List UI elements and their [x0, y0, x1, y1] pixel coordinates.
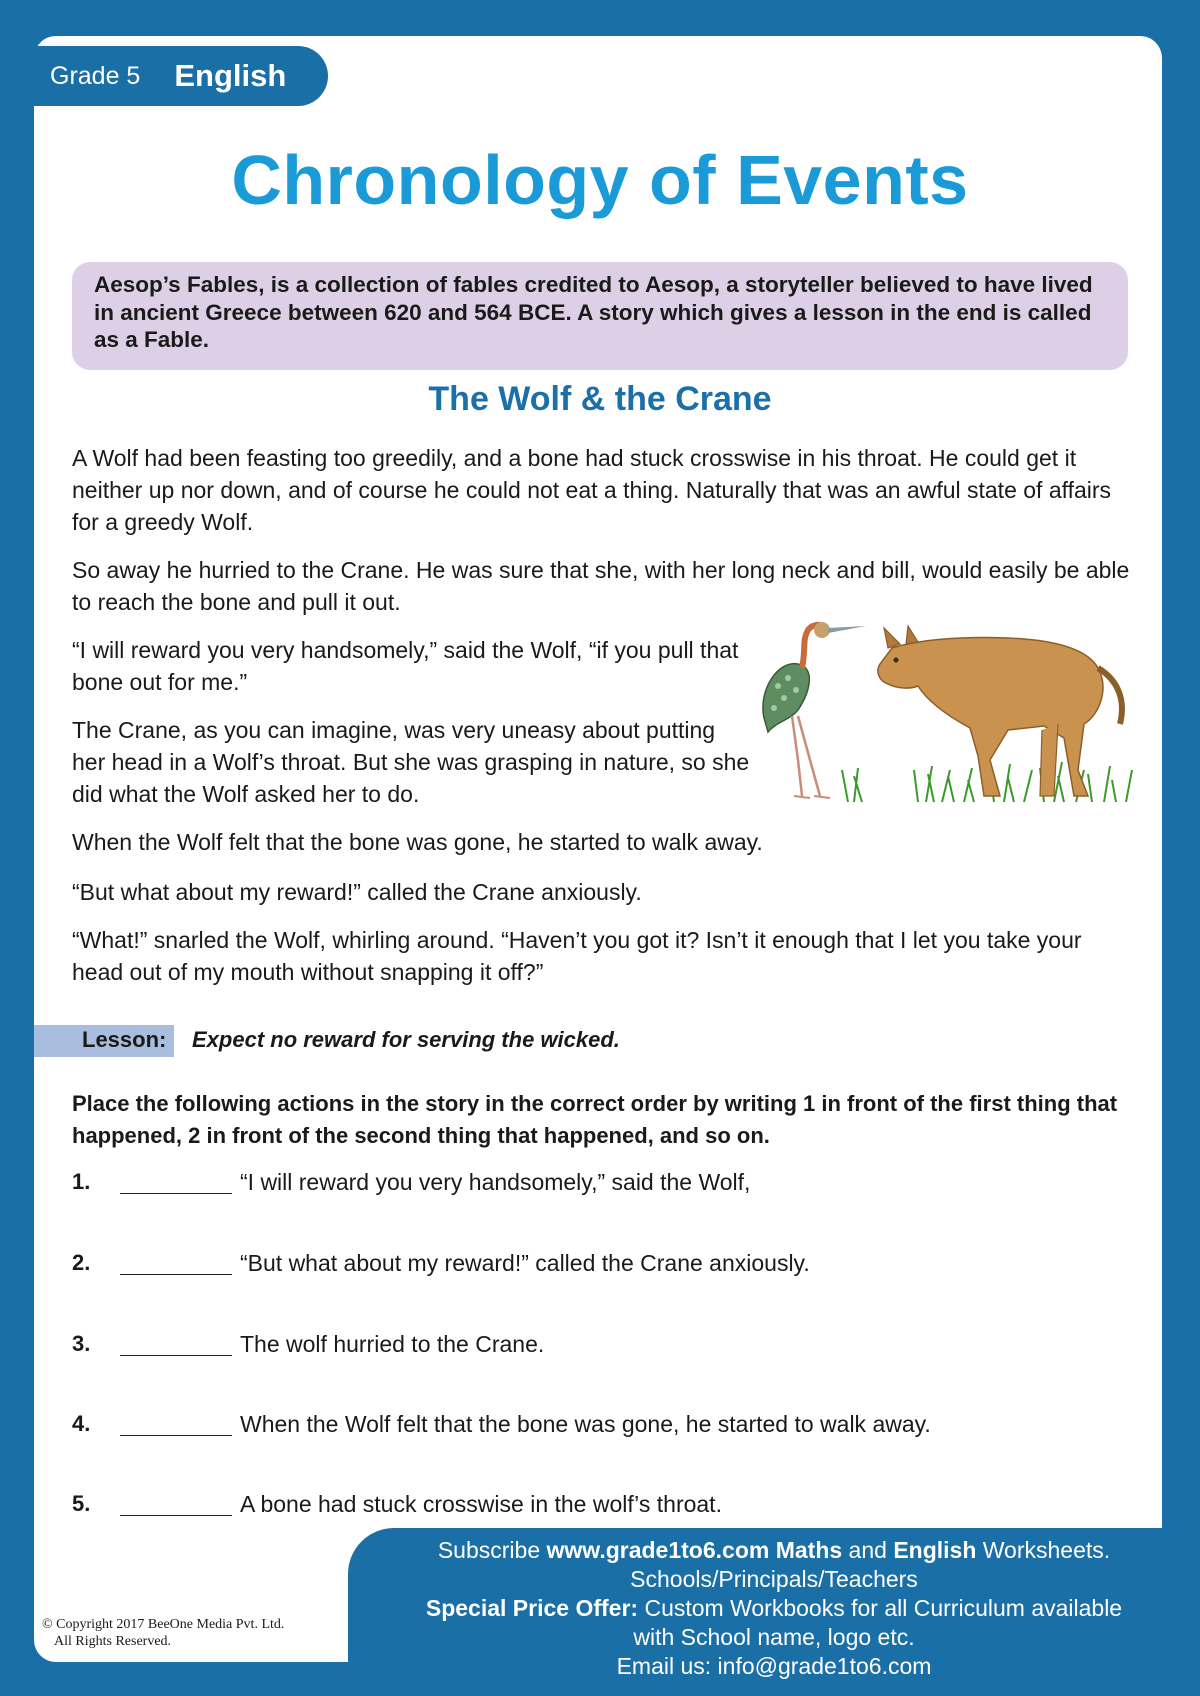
story-paragraph-5: When the Wolf felt that the bone was gone, he started to walk away.	[72, 829, 763, 855]
item-text: “But what about my reward!” called the Crane anxiously.	[240, 1249, 810, 1276]
story-paragraph-4: The Crane, as you can imagine, was very uneasy about putting her head in a Wolf’s throat. But she was grasping in nature, so she did what the Wolf asked her to do.	[72, 717, 750, 807]
promo-text: and	[842, 1537, 894, 1563]
answer-blank[interactable]	[120, 1252, 232, 1275]
page-title: Chronology of Events	[231, 141, 969, 219]
copyright-notice	[42, 1616, 284, 1650]
promo-email[interactable]: Email us: info@grade1to6.com	[616, 1653, 932, 1679]
exercise-item	[72, 1247, 810, 1279]
exercise-item	[72, 1408, 931, 1440]
answer-blank[interactable]	[120, 1413, 232, 1436]
promo-text: Subscribe	[437, 1537, 547, 1563]
exercise-item	[72, 1166, 750, 1198]
story-paragraph-2: So away he hurried to the Crane. He was sure that she, with her long neck and bill, would easily be able to reach the bone and pull it out.	[72, 557, 1130, 615]
answer-blank[interactable]	[120, 1493, 232, 1516]
grade-subject-tab	[34, 46, 328, 106]
item-number: 1.	[72, 1169, 91, 1194]
item-number: 4.	[72, 1411, 91, 1436]
item-number: 3.	[72, 1331, 91, 1356]
crane-icon	[763, 622, 866, 798]
promo-footer	[348, 1528, 1200, 1696]
promo-line-4: with School name, logo etc.	[633, 1624, 915, 1650]
story-paragraph-1: A Wolf had been feasting too greedily, and a bone had stuck crosswise in his throat. He could get it neither up nor down, and of course he could not eat a thing. Naturally that was an awful state of affairs for a greedy Wolf.	[72, 445, 1112, 535]
item-text: When the Wolf felt that the bone was gone, he started to walk away.	[240, 1410, 931, 1437]
story-paragraph-6: “But what about my reward!” called the Crane anxiously.	[72, 879, 642, 905]
answer-blank[interactable]	[120, 1171, 232, 1194]
item-text: “I will reward you very handsomely,” said the Wolf,	[240, 1168, 751, 1195]
copyright-line: © Copyright 2017 BeeOne Media Pvt. Ltd.	[42, 1617, 285, 1632]
promo-line-2: Schools/Principals/Teachers	[630, 1566, 918, 1592]
wolf-and-crane-illustration	[758, 620, 1136, 808]
exercise-instructions: Place the following actions in the story in the correct order by writing 1 in front of the first thing that happened, 2 in front of the second thing that happened, and so on.	[72, 1091, 1118, 1148]
promo-offer-label: Special Price Offer:	[425, 1595, 639, 1621]
promo-subject: English	[893, 1537, 977, 1563]
exercise-item	[72, 1328, 544, 1360]
promo-text: Custom Workbooks for all Curriculum available	[638, 1595, 1123, 1621]
grade-label: Grade 5	[50, 61, 141, 90]
item-text: The wolf hurried to the Crane.	[240, 1330, 545, 1357]
answer-blank[interactable]	[120, 1333, 232, 1356]
intro-text: Aesop’s Fables, is a collection of fables credited to Aesop, a storyteller believed to have lived in ancient Greece between 620 and 564 BCE. A story which gives a lesson in the end is called as a Fable.	[94, 272, 1093, 352]
exercise-item	[72, 1488, 722, 1520]
promo-line-3	[348, 1594, 1200, 1622]
item-number: 5.	[72, 1491, 91, 1516]
subject-label: English	[174, 58, 287, 93]
promo-text: Worksheets.	[976, 1537, 1111, 1563]
promo-website-link[interactable]: www.grade1to6.com Maths	[546, 1537, 843, 1563]
copyright-line: All Rights Reserved.	[54, 1634, 172, 1649]
lesson-label: Lesson:	[82, 1027, 167, 1052]
item-number: 2.	[72, 1250, 91, 1275]
story-paragraph-7: “What!” snarled the Wolf, whirling around. “Haven’t you got it? Isn’t it enough that I let you take your head out of my mouth without snapping it off?”	[72, 927, 1082, 985]
story-title: The Wolf & the Crane	[428, 380, 772, 418]
intro-box	[72, 262, 1128, 370]
story-paragraph-3: “I will reward you very handsomely,” said the Wolf, “if you pull that bone out for me.”	[72, 637, 739, 695]
lesson-text: Expect no reward for serving the wicked.	[192, 1027, 620, 1052]
promo-line-1	[348, 1536, 1200, 1564]
item-text: A bone had stuck crosswise in the wolf’s throat.	[240, 1490, 722, 1517]
